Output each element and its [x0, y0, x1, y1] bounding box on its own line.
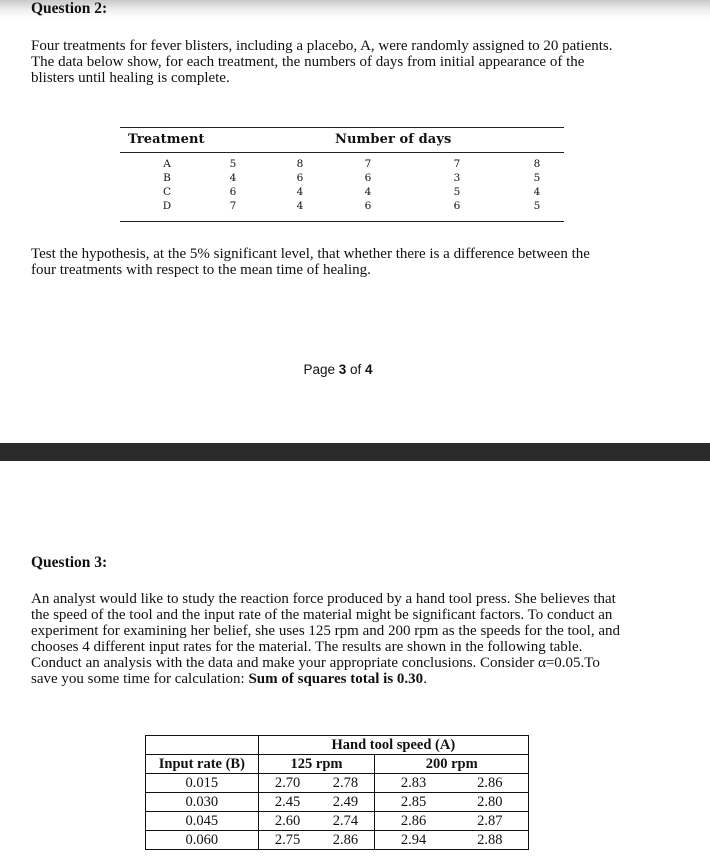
days-cell: 7 [229, 200, 237, 212]
page-separator: of [346, 362, 366, 377]
table-rule-bottom [120, 221, 564, 222]
observation: 2.88 [477, 831, 503, 848]
days-cell: 8 [296, 158, 304, 170]
speed-200-cell [375, 774, 529, 793]
observation: 2.80 [477, 793, 503, 810]
treatment-header: Treatment [128, 132, 205, 147]
days-cell: 4 [296, 186, 304, 198]
treatment-label: C [162, 186, 172, 198]
days-cell: 5 [533, 200, 541, 212]
table-rule-top [120, 127, 564, 128]
last-line-end: . [423, 671, 427, 687]
treatment-label: D [162, 200, 172, 212]
observation: 2.74 [332, 812, 359, 829]
table-row [146, 831, 529, 850]
table-row [146, 793, 529, 812]
intro-line: The data below show, for each treatment, the numbers of days from initial appearance of the [31, 54, 585, 70]
intro-line: the speed of the tool and the input rate of the material might be significant factors. To conduct an [31, 607, 613, 623]
speed-125-header: 125 rpm [258, 755, 375, 774]
treatment-label: B [163, 172, 171, 184]
days-cell: 4 [296, 200, 304, 212]
observation: 2.49 [332, 793, 359, 810]
input-rate-cell: 0.030 [146, 793, 259, 812]
input-rate-cell: 0.060 [146, 831, 259, 850]
sum-of-squares-note: Sum of squares total is 0.30 [248, 671, 424, 687]
observation: 2.87 [477, 812, 503, 829]
days-cell: 7 [453, 158, 461, 170]
last-line-text: save you some time for calculation: [31, 671, 249, 687]
page-prefix: Page [303, 362, 339, 377]
intro-line: chooses 4 different input rates for the material. The results are shown in the following table. [31, 639, 583, 655]
table-rule-header [120, 152, 564, 153]
treatment-label: A [163, 158, 171, 170]
page-total: 4 [365, 362, 373, 377]
intro-line: Conduct an analysis with the data and make your appropriate conclusions. Consider α=0.05.To [31, 655, 600, 671]
observation: 2.70 [274, 774, 301, 791]
days-cell: 7 [364, 158, 372, 170]
days-cell: 6 [229, 186, 237, 198]
speed-125-cell [258, 831, 375, 850]
observation: 2.94 [400, 831, 427, 848]
question-2-task [31, 246, 643, 278]
observation: 2.45 [274, 793, 301, 810]
speed-125-cell [258, 812, 375, 831]
days-cell: 6 [364, 172, 372, 184]
intro-line: An analyst would like to study the reaction force produced by a hand tool press. She believes that [31, 591, 616, 607]
observation: 2.75 [274, 831, 301, 848]
page-current: 3 [338, 362, 347, 377]
days-cell: 6 [296, 172, 304, 184]
intro-line: Four treatments for fever blisters, including a placebo, A, were randomly assigned to 20 patients. [31, 38, 613, 54]
page-break-band [0, 443, 710, 461]
table-row [146, 812, 529, 831]
task-line: four treatments with respect to the mean time of healing. [31, 262, 371, 278]
question-3-heading: Question 3: [31, 554, 108, 571]
hand-tool-table [145, 735, 529, 850]
speed-200-header: 200 rpm [375, 755, 529, 774]
observation: 2.86 [400, 812, 427, 829]
table-row [146, 774, 529, 793]
speed-125-cell [258, 774, 375, 793]
intro-line: blisters until healing is complete. [31, 70, 230, 86]
question-2-heading: Question 2: [31, 0, 108, 17]
speed-200-cell [375, 831, 529, 850]
observation: 2.60 [274, 812, 301, 829]
days-cell: 6 [364, 200, 372, 212]
task-line: Test the hypothesis, at the 5% significant level, that whether there is a difference between the [31, 246, 590, 262]
days-cell: 4 [364, 186, 372, 198]
question-2-intro [31, 38, 643, 86]
intro-line: experiment for examining her belief, she uses 125 rpm and 200 rpm as the speeds for the tool, and [31, 623, 621, 639]
days-cell: 5 [453, 186, 461, 198]
input-rate-cell: 0.015 [146, 774, 259, 793]
days-cell: 8 [533, 158, 541, 170]
speed-200-cell [375, 812, 529, 831]
observation: 2.78 [332, 774, 359, 791]
input-rate-header: Input rate (B) [146, 755, 259, 774]
days-cell: 5 [229, 158, 237, 170]
days-header: Number of days [335, 132, 452, 147]
days-cell: 6 [453, 200, 461, 212]
days-cell: 3 [453, 172, 461, 184]
observation: 2.86 [332, 831, 359, 848]
speed-200-cell [375, 793, 529, 812]
hand-tool-speed-header: Hand tool speed (A) [258, 736, 528, 755]
days-cell: 4 [229, 172, 237, 184]
days-cell: 5 [533, 172, 541, 184]
observation: 2.86 [477, 774, 503, 791]
page-number [0, 362, 676, 377]
observation: 2.85 [400, 793, 427, 810]
table-subheader-row [146, 755, 529, 774]
question-3-intro [31, 591, 643, 687]
input-rate-cell: 0.045 [146, 812, 259, 831]
days-cell: 4 [533, 186, 541, 198]
empty-corner-cell [146, 736, 259, 755]
observation: 2.83 [400, 774, 427, 791]
intro-line-last [31, 671, 643, 687]
table-header-row [146, 736, 529, 755]
speed-125-cell [258, 793, 375, 812]
